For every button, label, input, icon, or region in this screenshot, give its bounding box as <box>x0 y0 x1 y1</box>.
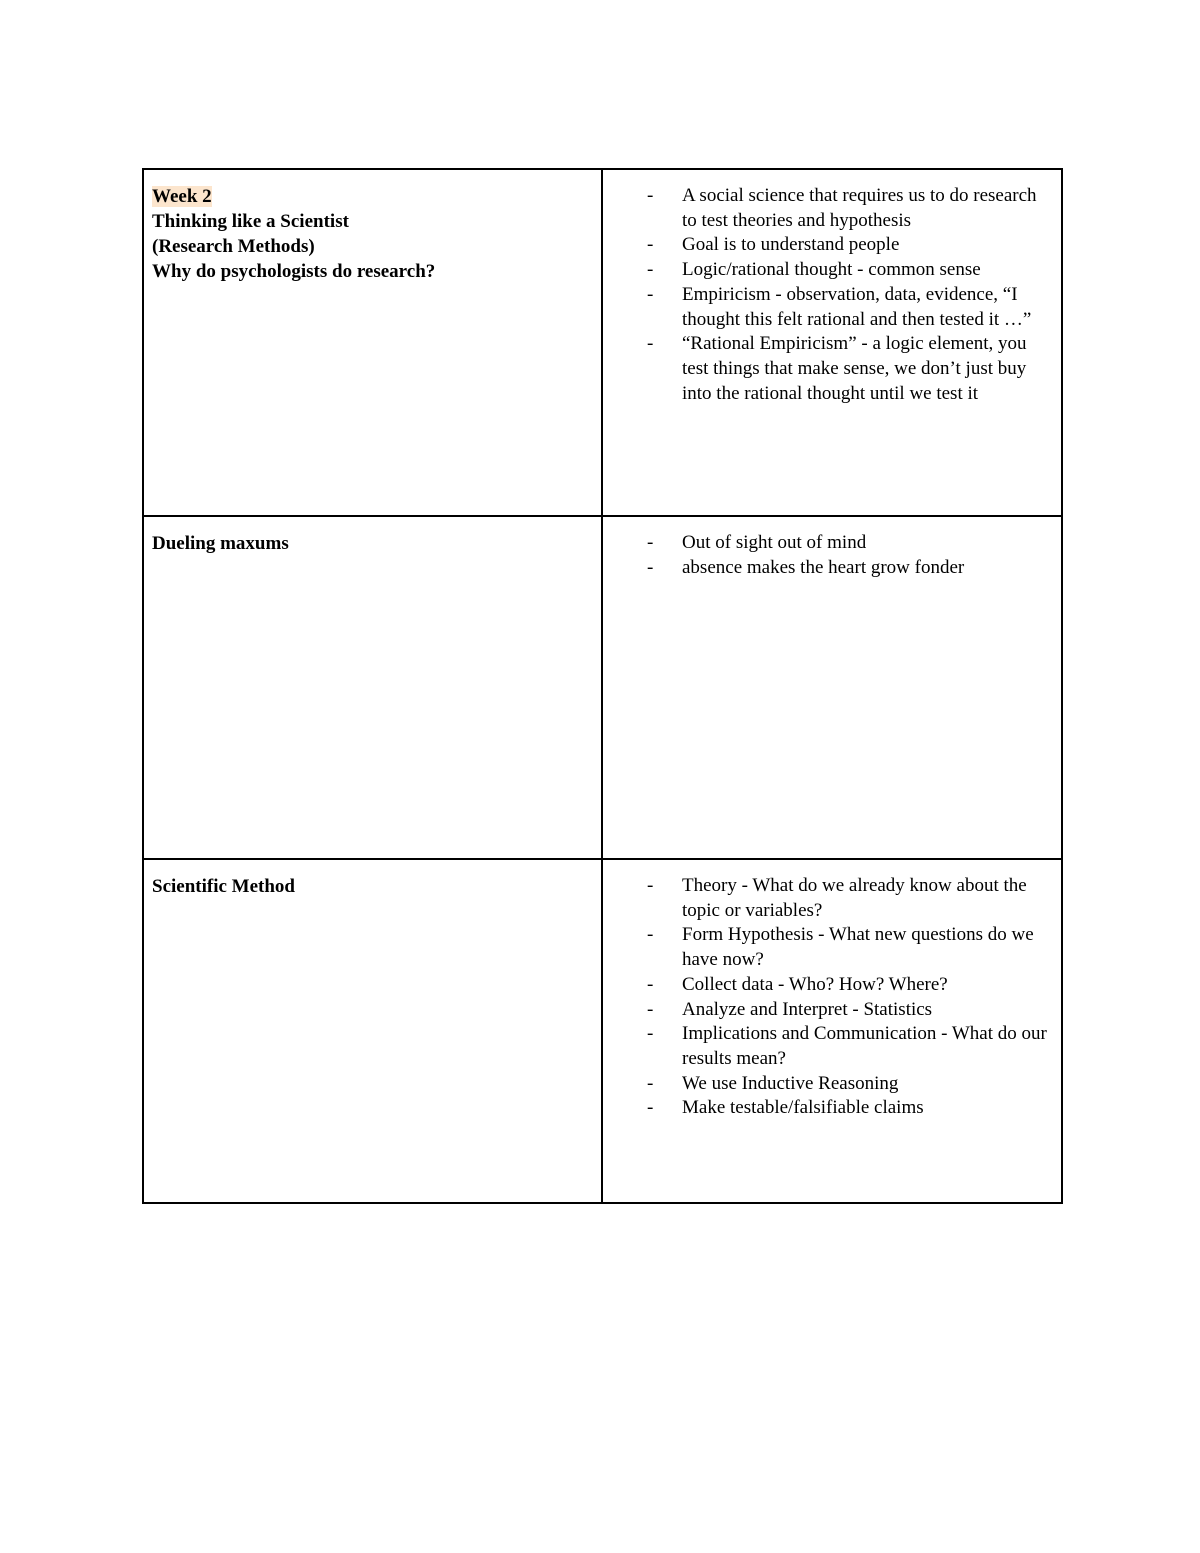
bullet-item <box>603 233 1049 258</box>
bullet-item <box>603 998 1049 1023</box>
bullet-item <box>603 283 1049 332</box>
bullet-dash: - <box>647 259 654 281</box>
bullet-item <box>603 874 1049 923</box>
bullet-text: Collect data - Who? How? Where? <box>682 973 948 995</box>
notes-cell <box>602 859 1062 1203</box>
bullet-dash: - <box>647 1023 654 1045</box>
bullet-dash: - <box>647 234 654 256</box>
topic-heading-line: (Research Methods) <box>152 236 315 257</box>
topic-heading-line: Why do psychologists do research? <box>152 261 436 282</box>
table-row <box>143 859 1062 1203</box>
table-row <box>143 169 1062 516</box>
bullet-item <box>603 556 1049 581</box>
bullet-list <box>603 184 1049 406</box>
notes-cell <box>602 516 1062 859</box>
table-row <box>143 516 1062 859</box>
bullet-dash: - <box>647 185 654 206</box>
topic-cell <box>143 516 602 859</box>
bullet-dash: - <box>647 875 654 896</box>
bullet-text: Empiricism - observation, data, evidence, “I thought this felt rational and then tested it …” <box>682 283 1032 330</box>
bullet-list <box>603 874 1049 1121</box>
bullet-item <box>603 973 1049 998</box>
bullet-text: absence makes the heart grow fonder <box>682 556 965 578</box>
bullet-dash: - <box>647 924 654 946</box>
bullet-item <box>603 184 1049 233</box>
bullet-item <box>603 332 1049 406</box>
bullet-text: Form Hypothesis - What new questions do we have now? <box>682 924 1034 971</box>
bullet-text: A social science that requires us to do research to test theories and hypothesis <box>682 185 1037 231</box>
topic-heading-line: Dueling maxums <box>152 533 289 554</box>
bullet-dash: - <box>647 973 654 995</box>
bullet-text: Analyze and Interpret - Statistics <box>682 998 933 1020</box>
bullet-text: Make testable/falsifiable claims <box>682 1097 924 1119</box>
topic-heading-line <box>152 184 593 209</box>
topic-cell <box>143 169 602 516</box>
bullet-text: We use Inductive Reasoning <box>682 1072 899 1094</box>
topic-heading-line: Thinking like a Scientist <box>152 211 349 232</box>
bullet-dash: - <box>647 532 654 553</box>
bullet-text: Implications and Communication - What do our results mean? <box>682 1023 1047 1069</box>
bullet-dash: - <box>647 1097 654 1119</box>
bullet-text: Goal is to understand people <box>682 234 900 256</box>
bullet-item <box>603 1096 1049 1121</box>
bullet-text: Logic/rational thought - common sense <box>682 259 981 281</box>
topic-cell <box>143 859 602 1203</box>
bullet-item <box>603 923 1049 972</box>
notes-table <box>142 168 1063 1204</box>
bullet-dash: - <box>647 556 654 578</box>
bullet-item <box>603 1072 1049 1097</box>
bullet-text: “Rational Empiricism” - a logic element, you test things that make sense, we don’t just buy into the rational thought until we test it <box>682 333 1027 404</box>
bullet-dash: - <box>647 998 654 1020</box>
bullet-item <box>603 258 1049 283</box>
bullet-item <box>603 1022 1049 1071</box>
topic-heading-line: Scientific Method <box>152 876 296 897</box>
bullet-item <box>603 531 1049 556</box>
week-label-highlight: Week 2 <box>152 186 212 207</box>
bullet-text: Out of sight out of mind <box>682 532 867 553</box>
bullet-dash: - <box>647 283 654 305</box>
bullet-dash: - <box>647 333 654 355</box>
bullet-text: Theory - What do we already know about the topic or variables? <box>682 875 1027 921</box>
notes-cell <box>602 169 1062 516</box>
bullet-list <box>603 531 1049 580</box>
bullet-dash: - <box>647 1072 654 1094</box>
